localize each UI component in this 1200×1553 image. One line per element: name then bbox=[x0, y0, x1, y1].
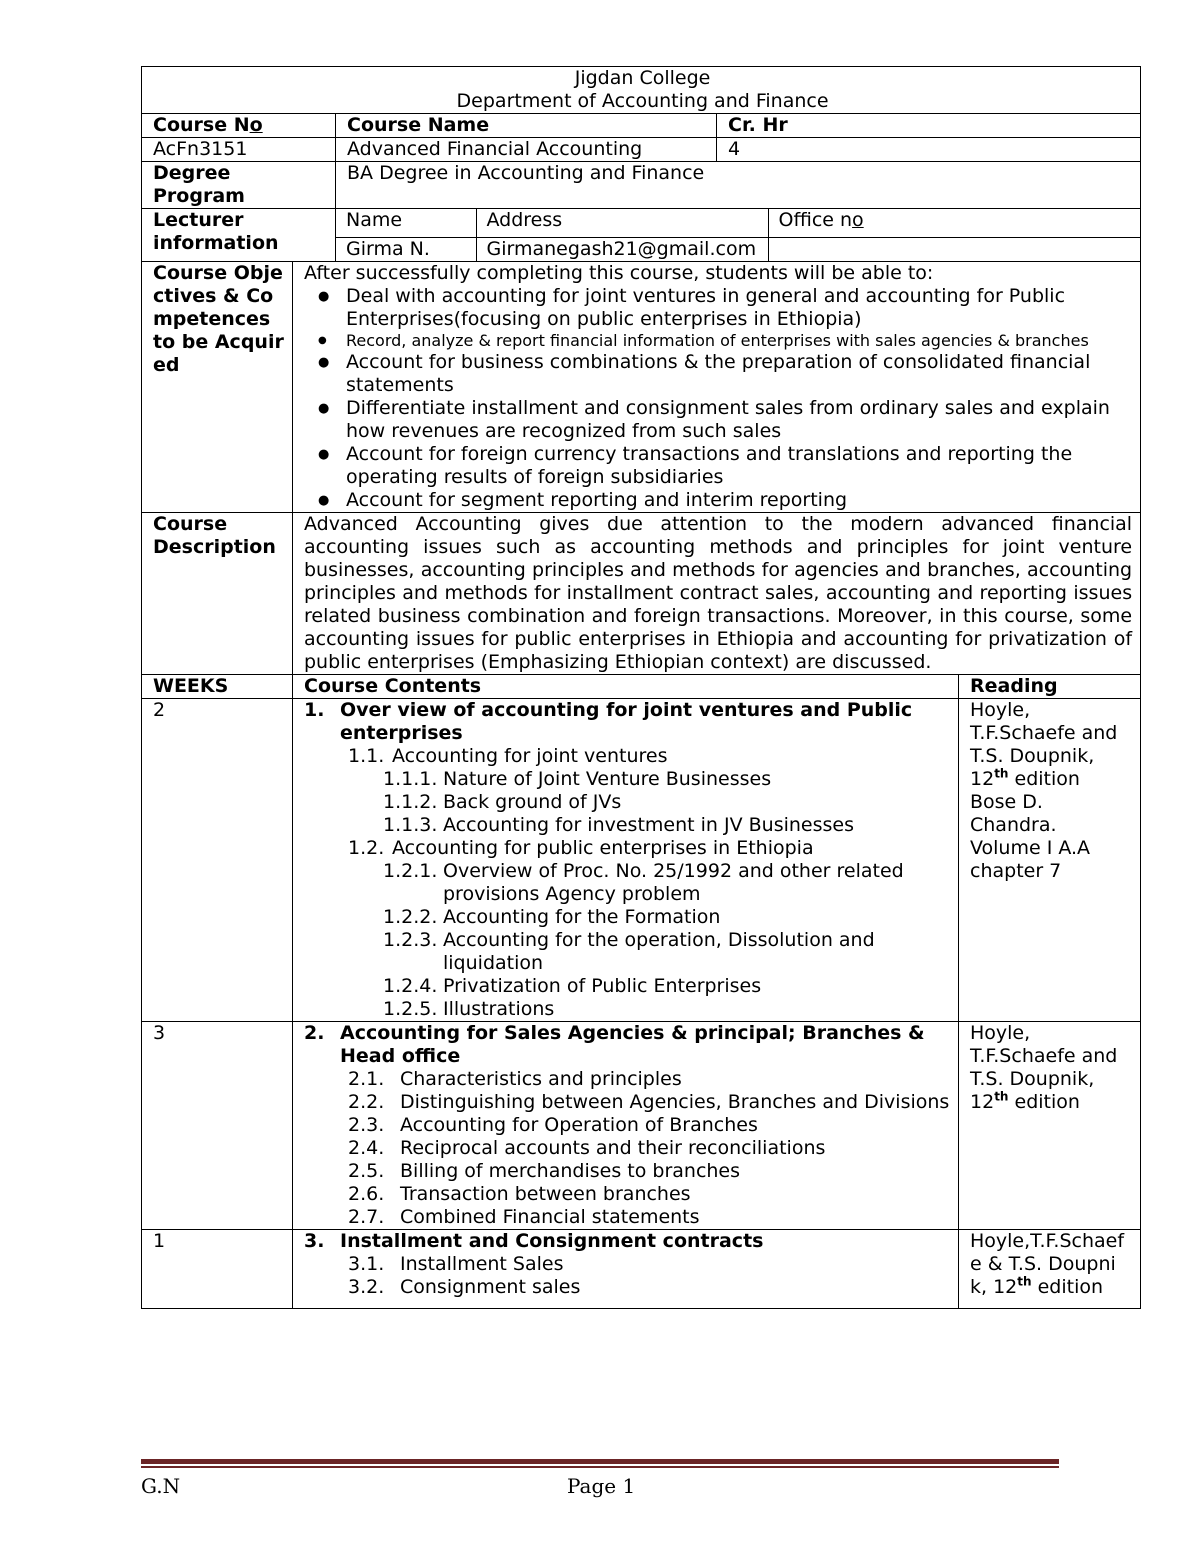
section-number: 1.2.4. bbox=[383, 975, 438, 997]
lecturer-address-header: Address bbox=[476, 209, 768, 238]
description-label: Course Description bbox=[142, 513, 293, 675]
section-title: Privatization of Public Enterprises bbox=[443, 975, 762, 997]
contents-header: Course Contents bbox=[293, 675, 959, 699]
objective-item: ● Record, analyze & report financial information of enterprises with sales agencies & branches bbox=[346, 331, 1132, 351]
section-title: Accounting for public enterprises in Ethiopia bbox=[392, 837, 814, 859]
footer-divider-thin bbox=[141, 1466, 1059, 1468]
description-row bbox=[142, 513, 1141, 675]
section-title: Accounting for Operation of Branches bbox=[400, 1114, 758, 1136]
objective-item: ● Account for segment reporting and interim reporting bbox=[346, 489, 1132, 512]
section-title: Accounting for the operation, Dissolution and liquidation bbox=[443, 929, 875, 974]
unit-row bbox=[142, 699, 1141, 1022]
section-title: Installment Sales bbox=[400, 1253, 564, 1275]
unit-number: 1. bbox=[304, 699, 325, 721]
section-number: 3.2. bbox=[348, 1276, 385, 1298]
degree-value: BA Degree in Accounting and Finance bbox=[336, 162, 1141, 209]
footer-divider bbox=[141, 1459, 1059, 1464]
section-title: Combined Financial statements bbox=[400, 1206, 700, 1228]
unit-row bbox=[142, 1230, 1141, 1309]
unit-reading: Hoyle,T.F.Schaefe & T.S. Doupnik, 12th edition bbox=[959, 1230, 1141, 1309]
section-number: 2.2. bbox=[348, 1091, 385, 1113]
section-number: 2.3. bbox=[348, 1114, 385, 1136]
section-title: Accounting for joint ventures bbox=[392, 745, 668, 767]
lecturer-label: Lecturer information bbox=[142, 209, 336, 262]
unit-title: Accounting for Sales Agencies & principal; Branches & Head office bbox=[340, 1022, 925, 1067]
footer-page-number: Page 1 bbox=[567, 1474, 636, 1498]
unit-weeks: 3 bbox=[142, 1022, 293, 1230]
unit-weeks: 1 bbox=[142, 1230, 293, 1309]
lecturer-office-header: Office no bbox=[778, 209, 864, 231]
credit-hour-value: 4 bbox=[717, 138, 1141, 162]
section-title: Characteristics and principles bbox=[400, 1068, 682, 1090]
section-title: Nature of Joint Venture Businesses bbox=[443, 768, 772, 790]
credit-hour-header: Cr. Hr bbox=[717, 114, 1141, 138]
objectives-label: Course Objectives & Competences to be Acquired bbox=[142, 262, 293, 513]
unit-row bbox=[142, 1022, 1141, 1230]
section-number: 2.6. bbox=[348, 1183, 385, 1205]
unit-title: Installment and Consignment contracts bbox=[340, 1230, 764, 1252]
unit-weeks: 2 bbox=[142, 699, 293, 1022]
lecturer-table bbox=[336, 209, 1140, 261]
degree-row bbox=[142, 162, 1141, 209]
header-row bbox=[142, 67, 1141, 114]
course-name-header: Course Name bbox=[336, 114, 717, 138]
section-number: 2.4. bbox=[348, 1137, 385, 1159]
section-number: 1.2.2. bbox=[383, 906, 438, 928]
section-title: Overview of Proc. No. 25/1992 and other related provisions Agency problem bbox=[443, 860, 904, 905]
course-no-header: Course No bbox=[153, 114, 263, 136]
section-number: 1.1.1. bbox=[383, 768, 438, 790]
objectives-row bbox=[142, 262, 1141, 513]
objective-item: ● Account for business combinations & the preparation of consolidated financial statements bbox=[346, 351, 1132, 397]
lecturer-name: Girma N. bbox=[336, 238, 476, 262]
unit-number: 3. bbox=[304, 1230, 325, 1252]
unit-number: 2. bbox=[304, 1022, 325, 1044]
section-title: Back ground of JVs bbox=[443, 791, 622, 813]
weeks-header: WEEKS bbox=[142, 675, 293, 699]
schedule-header-row bbox=[142, 675, 1141, 699]
unit-title: Over view of accounting for joint ventures and Public enterprises bbox=[340, 699, 913, 744]
footer-author: G.N bbox=[141, 1474, 181, 1498]
section-number: 1.2.3. bbox=[383, 929, 438, 951]
description-text: Advanced Accounting gives due attention to the modern advanced financial accounting issues such as accounting methods and principles for joint venture businesses, accounting principles and methods for agencies and branches, accounting principles and methods for installment contract sales, accounting and reporting issues related business combination and foreign transactions. Moreover, in this course, some accounting issues for public enterprises in Ethiopia and accounting for privatization of public enterprises (Emphasizing Ethiopian context) are discussed. bbox=[293, 513, 1141, 675]
section-number: 1.1. bbox=[348, 745, 385, 767]
section-number: 1.1.2. bbox=[383, 791, 438, 813]
section-title: Illustrations bbox=[443, 998, 555, 1020]
section-number: 1.2. bbox=[348, 837, 385, 859]
section-title: Accounting for the Formation bbox=[443, 906, 721, 928]
section-number: 2.1. bbox=[348, 1068, 385, 1090]
section-number: 1.1.3. bbox=[383, 814, 438, 836]
objective-item: ● Account for foreign currency transactions and translations and reporting the operating results of foreign subsidiaries bbox=[346, 443, 1132, 489]
course-no-value: AcFn3151 bbox=[142, 138, 336, 162]
lecturer-email: Girmanegash21@gmail.com bbox=[476, 238, 768, 262]
section-title: Accounting for investment in JV Businesses bbox=[443, 814, 855, 836]
college-name: Jigdan College bbox=[574, 67, 711, 89]
unit-reading: Hoyle, T.F.Schaefe and T.S. Doupnik, 12th edition bbox=[959, 1022, 1141, 1230]
objective-item: ● Differentiate installment and consignment sales from ordinary sales and explain how revenues are recognized from such sales bbox=[346, 397, 1132, 443]
section-number: 1.2.1. bbox=[383, 860, 438, 882]
course-outline-table bbox=[141, 66, 1141, 1309]
section-title: Distinguishing between Agencies, Branches and Divisions bbox=[400, 1091, 950, 1113]
lecturer-name-header: Name bbox=[346, 209, 403, 231]
reading-header: Reading bbox=[959, 675, 1141, 699]
section-number: 1.2.5. bbox=[383, 998, 438, 1020]
unit-reading: Hoyle, T.F.Schaefe and T.S. Doupnik, 12th edition Bose D. Chandra. Volume I A.A chapter 7 bbox=[959, 699, 1141, 1022]
department-name: Department of Accounting and Finance bbox=[456, 90, 829, 112]
section-title: Billing of merchandises to branches bbox=[400, 1160, 741, 1182]
degree-label: Degree Program bbox=[142, 162, 336, 209]
section-title: Transaction between branches bbox=[400, 1183, 691, 1205]
course-name-value: Advanced Financial Accounting bbox=[336, 138, 717, 162]
course-info-header-row bbox=[142, 114, 1141, 138]
objective-item: ● Deal with accounting for joint ventures in general and accounting for Public Enterprises(focusing on public enterprises in Ethiopia) bbox=[346, 285, 1132, 331]
section-number: 2.7. bbox=[348, 1206, 385, 1228]
section-number: 2.5. bbox=[348, 1160, 385, 1182]
lecturer-row bbox=[142, 209, 1141, 262]
lecturer-office bbox=[768, 238, 1140, 262]
section-title: Consignment sales bbox=[400, 1276, 581, 1298]
section-number: 3.1. bbox=[348, 1253, 385, 1275]
section-title: Reciprocal accounts and their reconciliations bbox=[400, 1137, 826, 1159]
course-info-row bbox=[142, 138, 1141, 162]
objectives-list bbox=[304, 285, 1132, 512]
objectives-intro: After successfully completing this course, students will be able to: bbox=[304, 262, 934, 284]
